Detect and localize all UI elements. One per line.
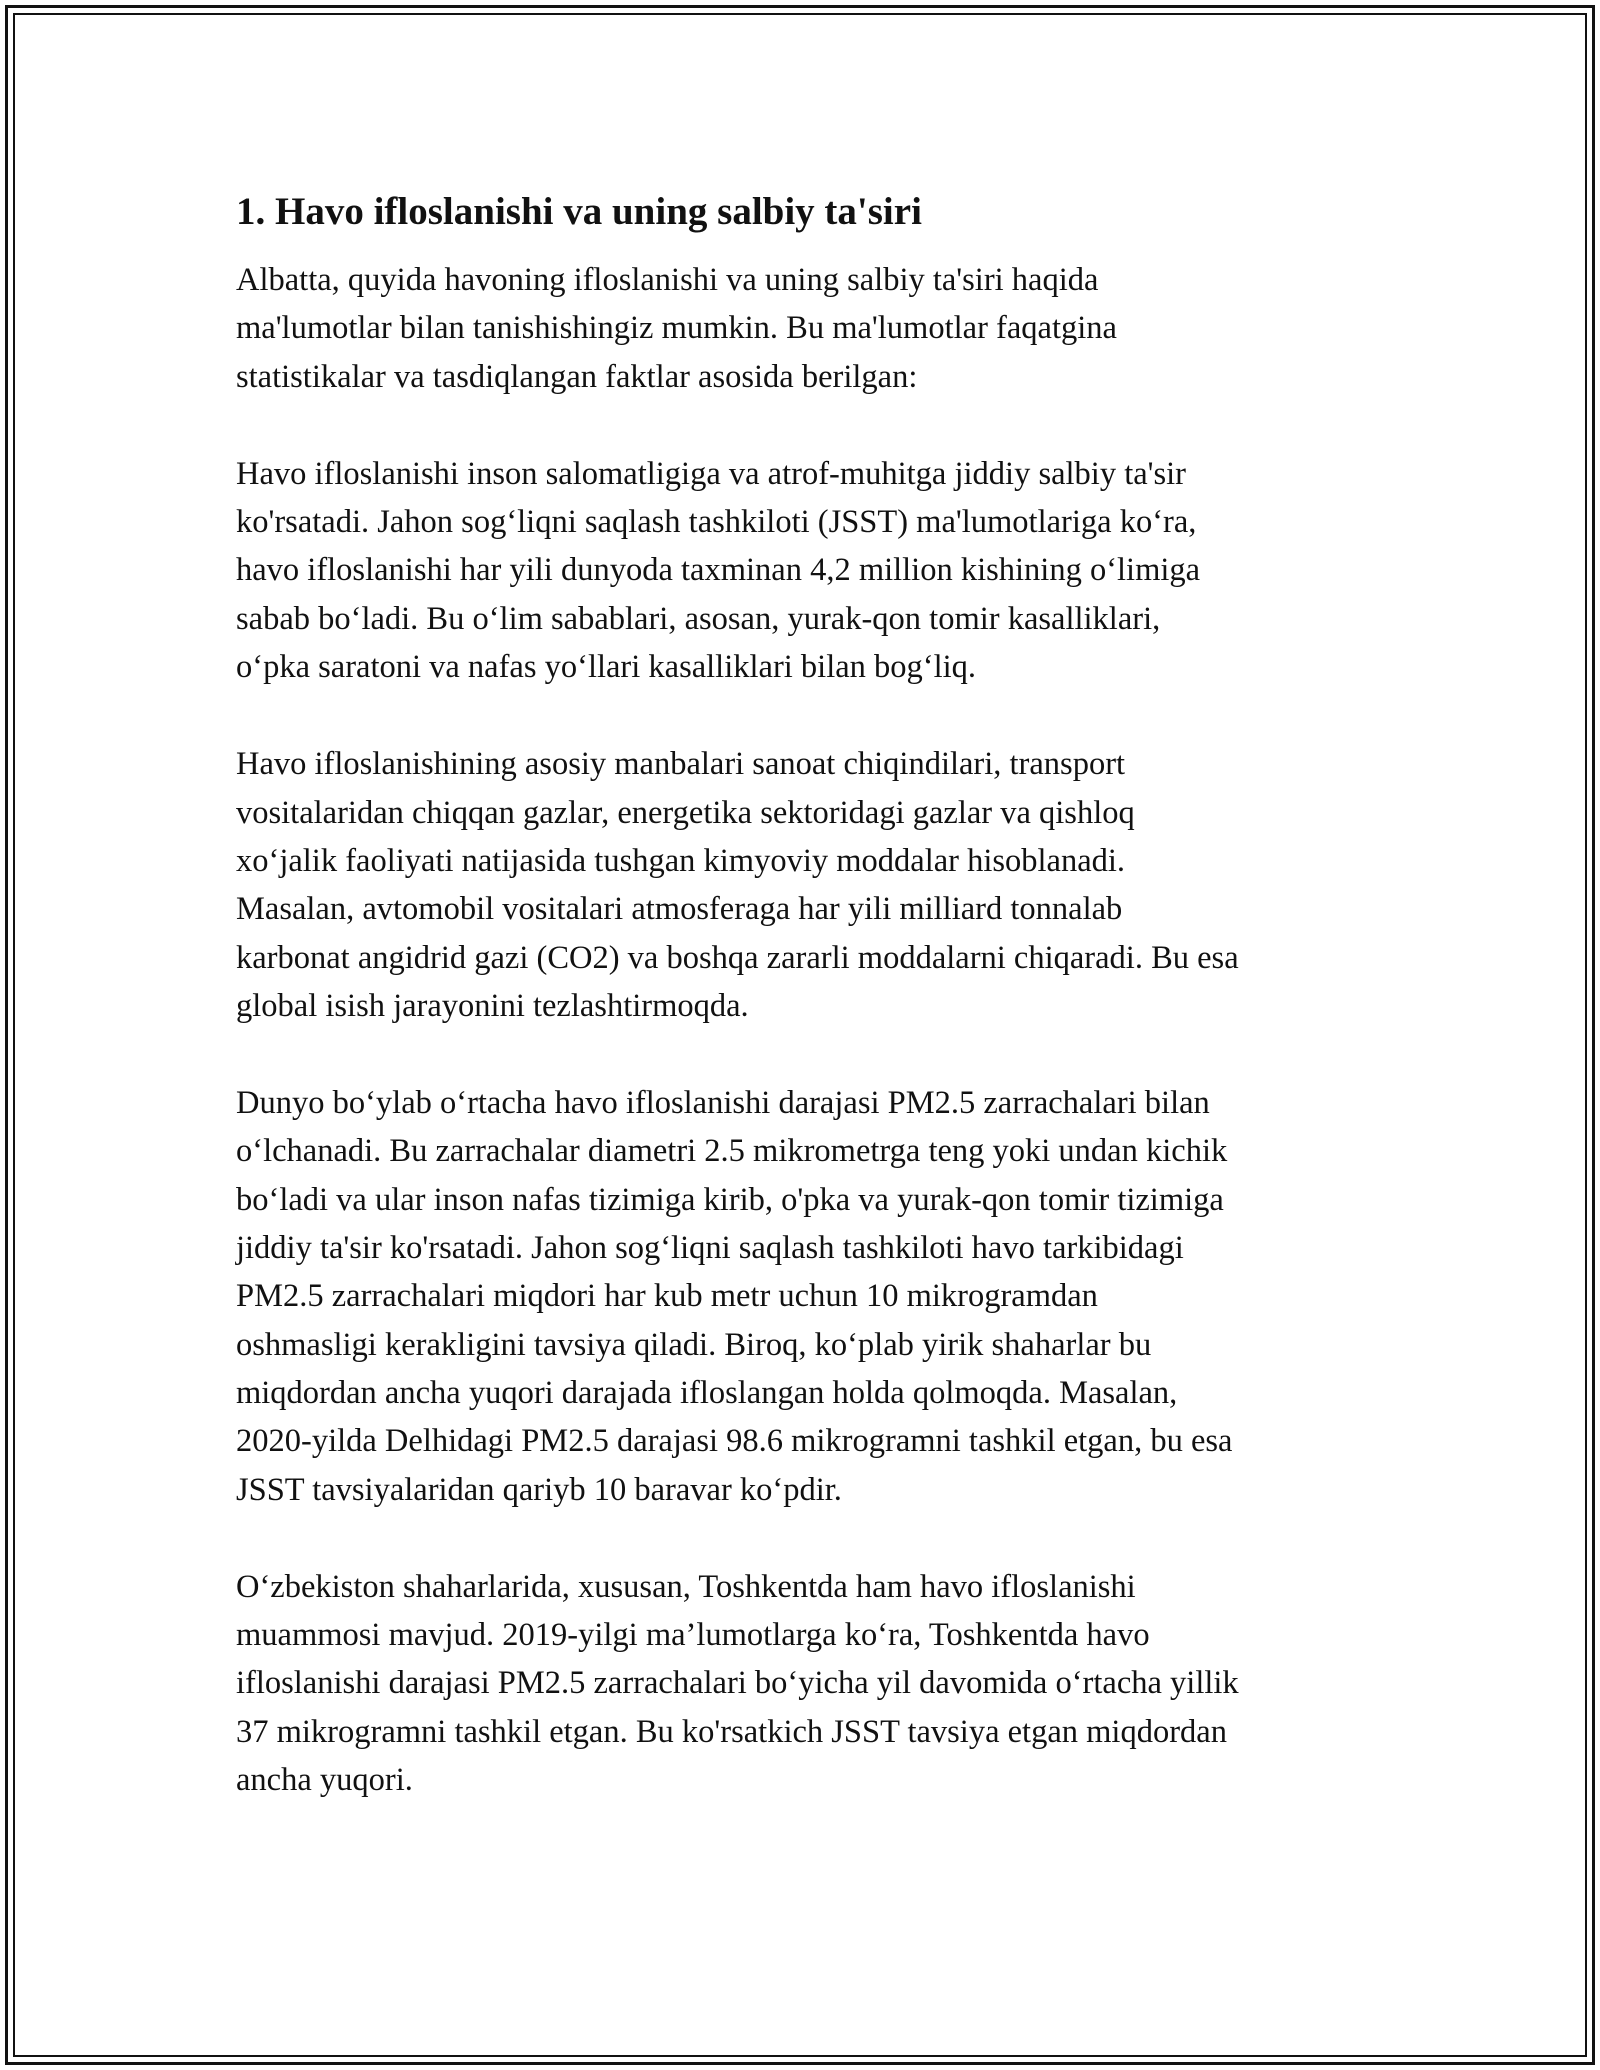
document-body [236, 188, 1386, 1853]
section-heading: 1. Havo ifloslanishi va uning salbiy ta'siri [236, 190, 922, 233]
paragraph-pollution-sources: Havo ifloslanishining asosiy manbalari sanoat chiqindilari, transport vositalaridan chiqqan gazlar, energetika sektoridagi gazlar va qishloq xo‘jalik faoliyati natijasida tushgan kimyoviy moddalar hisoblanadi. Masalan, avtomobil vositalari atmosferaga har yili milliard tonnalab karbonat angidrid gazi (CO2) va boshqa zararli moddalarni chiqaradi. Bu esa global isish jarayonini tezlashtirmoqda. [236, 746, 1239, 1024]
paragraph-intro: Albatta, quyida havoning ifloslanishi va uning salbiy ta'siri haqida ma'lumotlar bilan tanishishingiz mumkin. Bu ma'lumotlar faqatgina statistikalar va tasdiqlangan faktlar asosida berilgan: [236, 262, 1117, 395]
paragraph-health-impact: Havo ifloslanishi inson salomatligiga va atrof-muhitga jiddiy salbiy ta'sir ko'rsatadi. Jahon sog‘liqni saqlash tashkiloti (JSST) ma'lumotlariga ko‘ra, havo ifloslanishi har yili dunyoda taxminan 4,2 million kishining o‘limiga sabab bo‘ladi. Bu o‘lim sabablari, asosan, yurak-qon tomir kasalliklari, o‘pka saratoni va nafas yo‘llari kasalliklari bilan bog‘liq. [236, 455, 1201, 686]
paragraph-uzbekistan: O‘zbekiston shaharlarida, xususan, Toshkentda ham havo ifloslanishi muammosi mavjud. 2019-yilgi ma’lumotlarga ko‘ra, Toshkentda havo ifloslanishi darajasi PM2.5 zarrachalari bo‘yicha yil davomida o‘rtacha yillik 37 mikrogramni tashkil etgan. Bu ko'rsatkich JSST tavsiya etgan miqdordan ancha yuqori. [236, 1568, 1239, 1799]
paragraph-pm25-levels: Dunyo bo‘ylab o‘rtacha havo ifloslanishi darajasi PM2.5 zarrachalari bilan o‘lchanadi. Bu zarrachalar diametri 2.5 mikrometrga teng yoki undan kichik bo‘ladi va ular inson nafas tizimiga kirib, o'pka va yurak-qon tomir tizimiga jiddiy ta'sir ko'rsatadi. Jahon sog‘liqni saqlash tashkiloti havo tarkibidagi PM2.5 zarrachalari miqdori har kub metr uchun 10 mikrogramdan oshmasligi kerakligini tavsiya qiladi. Biroq, ko‘plab yirik shaharlar bu miqdordan ancha yuqori darajada ifloslangan holda qolmoqda. Masalan, 2020-yilda Delhidagi PM2.5 darajasi 98.6 mikrogramni tashkil etgan, bu esa JSST tavsiyalaridan qariyb 10 baravar ko‘pdir. [236, 1085, 1233, 1508]
